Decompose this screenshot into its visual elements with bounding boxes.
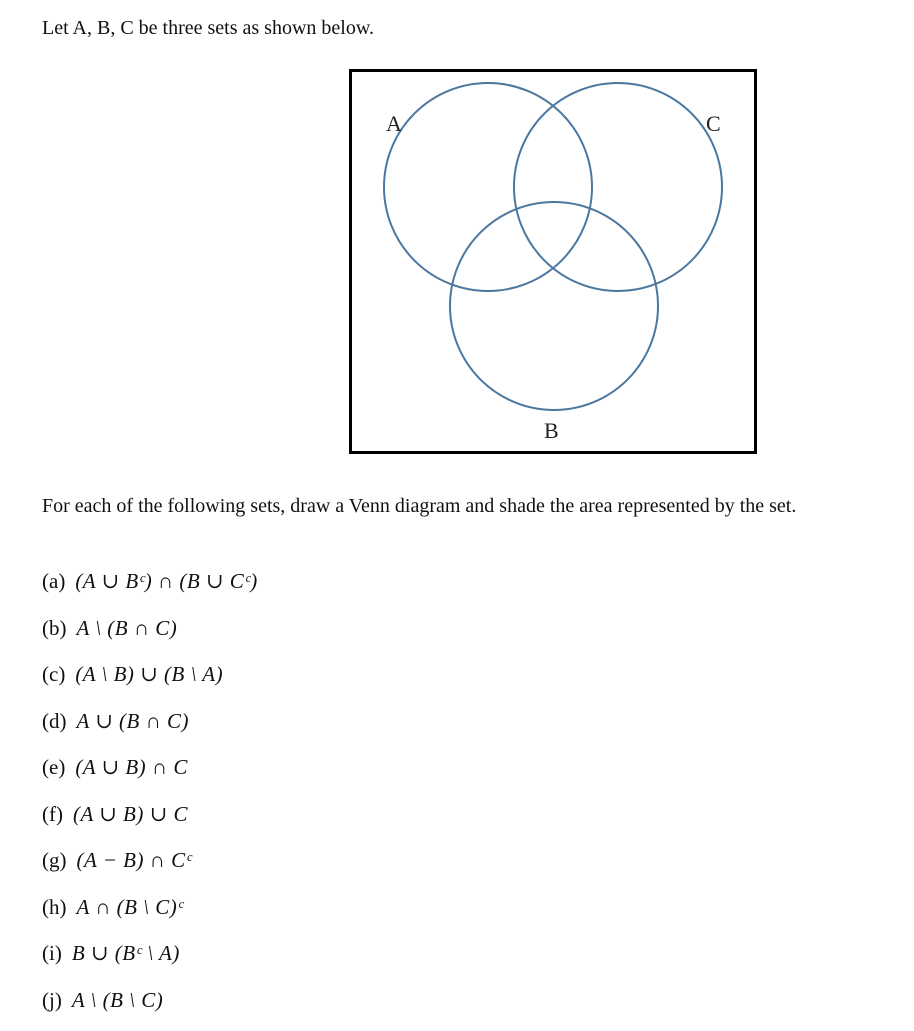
problem-item [42,706,258,753]
problem-item [42,985,258,1031]
problem-item [42,659,258,706]
venn-diagram [349,69,757,454]
problem-tag: (f) [42,799,63,829]
problem-tag: (g) [42,845,67,875]
circle-c [514,83,722,291]
problem-list [42,566,258,1031]
problem-expression: (A ∪ B) ∪ C [73,802,188,826]
circle-a [384,83,592,291]
intro-text: Let A, B, C be three sets as shown below. [42,14,374,42]
problem-tag: (h) [42,892,67,922]
problem-item [42,566,258,613]
problem-tag: (d) [42,706,67,736]
circle-b [450,202,658,410]
problem-expression: (A \ B) ∪ (B \ A) [75,662,223,686]
problem-expression: A ∩ (B \ C)ᶜ [77,895,184,919]
problem-tag: (c) [42,659,65,689]
problem-item [42,799,258,846]
problem-expression: (A ∪ Bᶜ) ∩ (B ∪ Cᶜ) [75,569,257,593]
problem-item [42,845,258,892]
label-b: B [544,418,559,443]
problem-tag: (e) [42,752,65,782]
problem-tag: (i) [42,938,62,968]
problem-tag: (b) [42,613,67,643]
problem-item [42,752,258,799]
problem-expression: B ∪ (Bᶜ \ A) [72,941,180,965]
problem-tag: (a) [42,566,65,596]
problem-item [42,938,258,985]
problem-item [42,892,258,939]
problem-tag: (j) [42,985,62,1015]
problem-expression: A \ (B \ C) [72,988,163,1012]
instruction-text: For each of the following sets, draw a Venn diagram and shade the area represented by the set. [42,492,796,520]
label-a: A [386,111,402,136]
problem-expression: (A − B) ∩ Cᶜ [77,848,192,872]
venn-svg [352,72,754,451]
label-c: C [706,111,721,136]
problem-expression: A \ (B ∩ C) [77,616,178,640]
problem-item [42,613,258,660]
problem-expression: (A ∪ B) ∩ C [75,755,188,779]
problem-expression: A ∪ (B ∩ C) [77,709,190,733]
